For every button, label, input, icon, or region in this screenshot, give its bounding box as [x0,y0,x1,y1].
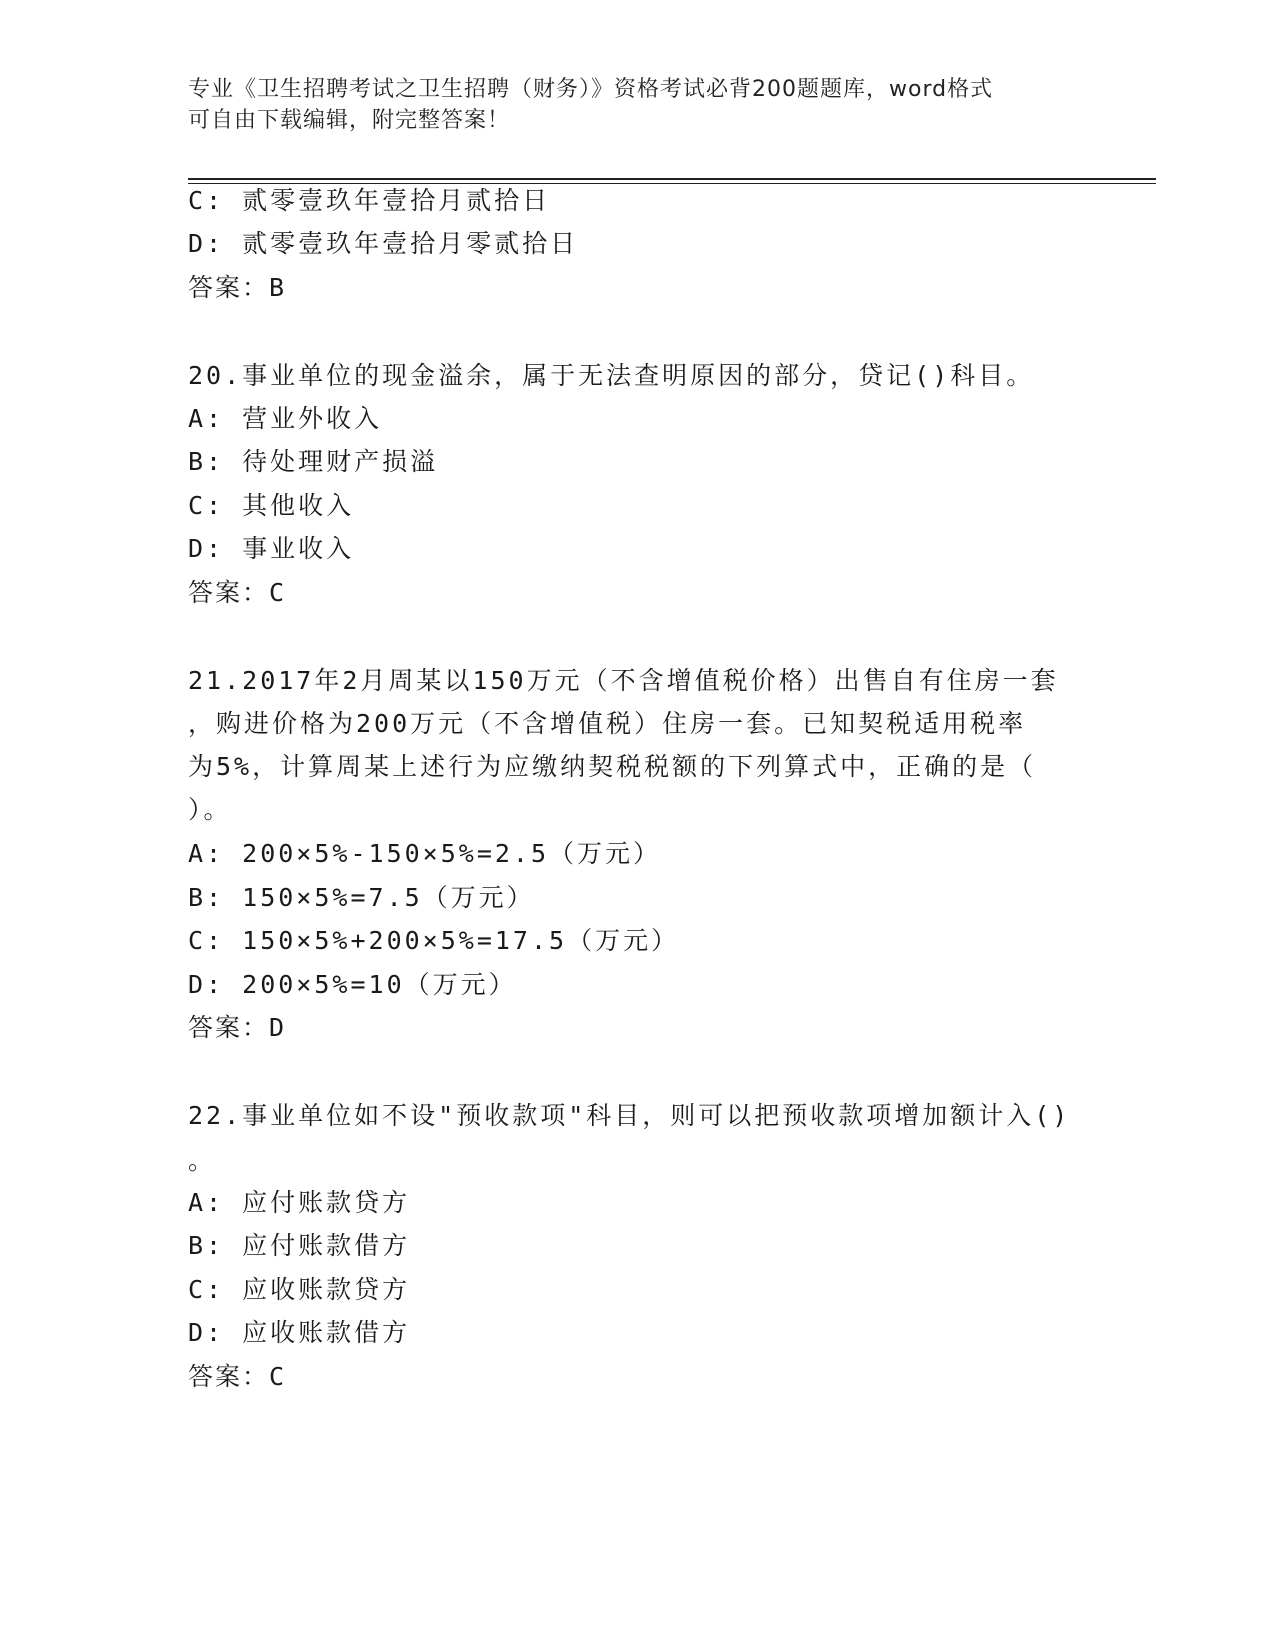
header-line-2: 可自由下载编辑，附完整答案！ [188,108,511,133]
answer-value: C [269,578,287,607]
q20-option-c: C: 其他收入 [188,491,355,520]
q22-question-line-2: 。 [188,1146,217,1175]
document-header [188,74,1068,136]
q21-question-line-3: 为5%，计算周某上述行为应缴纳契税税额的下列算式中，正确的是（ [188,752,1037,781]
q22-answer [188,1362,286,1392]
q21-question-line-1: 21.2017年2月周某以150万元（不含增值税价格）出售自有住房一套 [188,666,1059,695]
q21-question-line-2: ，购进价格为200万元（不含增值税）住房一套。已知契税适用税率 [188,709,1027,738]
q19-option-c: C: 贰零壹玖年壹拾月贰拾日 [188,186,551,215]
header-divider-thin [188,183,1156,184]
answer-value: D [269,1013,287,1042]
q20-option-d: D: 事业收入 [188,534,355,563]
q20-answer [188,578,286,608]
q22-option-c: C: 应收账款贷方 [188,1275,411,1304]
q21-option-d: D: 200×5%=10（万元） [188,970,517,999]
q22-option-d: D: 应收账款借方 [188,1318,411,1347]
answer-value: C [269,1362,287,1391]
q22-question-line-1: 22.事业单位如不设"预收款项"科目，则可以把预收款项增加额计入() [188,1101,1071,1130]
q21-question-line-4: ）。 [188,795,232,824]
answer-label: 答案： [188,273,270,302]
header-line-1: 专业《卫生招聘考试之卫生招聘（财务）》资格考试必背200题题库，word格式 [188,77,994,102]
q21-answer [188,1013,286,1043]
answer-label: 答案： [188,1013,270,1042]
q20-option-a: A: 营业外收入 [188,404,383,433]
answer-label: 答案： [188,578,270,607]
q22-option-b: B: 应付账款借方 [188,1231,411,1260]
q21-option-a: A: 200×5%-150×5%=2.5（万元） [188,839,662,868]
q19-option-d: D: 贰零壹玖年壹拾月零贰拾日 [188,229,579,258]
q20-question: 20.事业单位的现金溢余，属于无法查明原因的部分，贷记()科目。 [188,361,1035,390]
answer-value: B [269,273,287,302]
header-divider-thick [188,178,1156,180]
q22-option-a: A: 应付账款贷方 [188,1188,411,1217]
q19-answer [188,273,286,303]
answer-label: 答案： [188,1362,270,1391]
q21-option-b: B: 150×5%=7.5（万元） [188,883,535,912]
q21-option-c: C: 150×5%+200×5%=17.5（万元） [188,926,680,955]
q20-option-b: B: 待处理财产损溢 [188,447,439,476]
